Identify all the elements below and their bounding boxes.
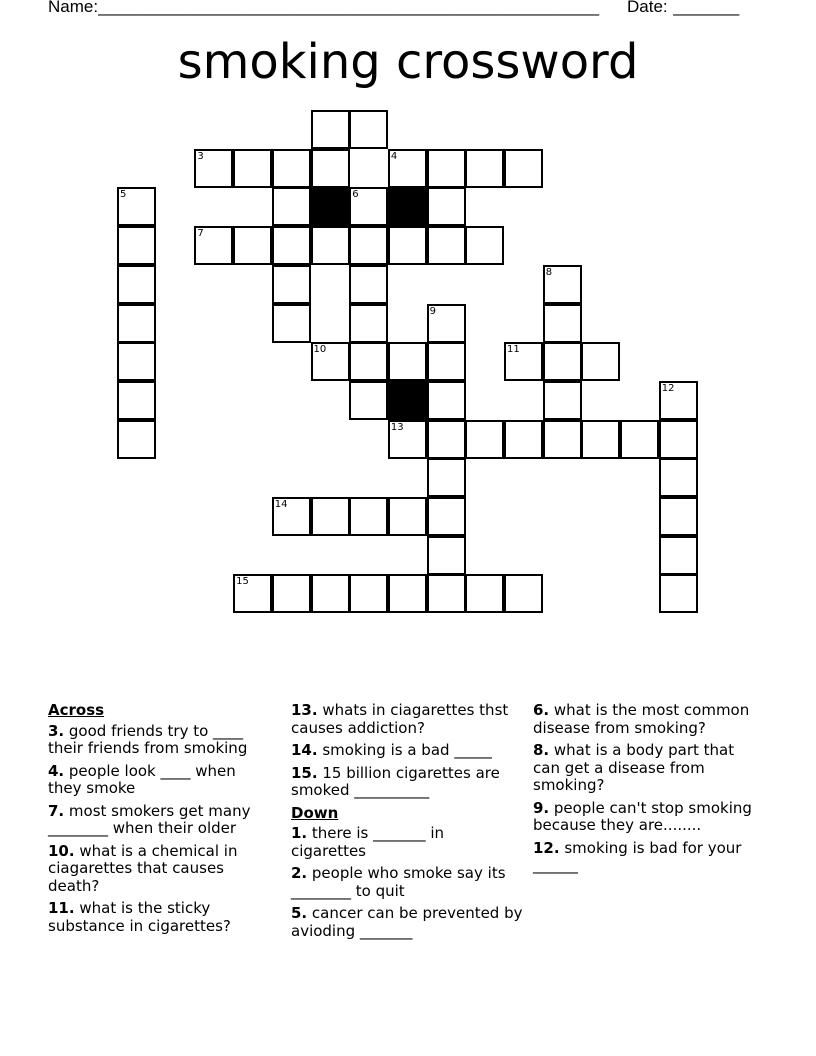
clue-item-number: 1. — [291, 824, 308, 842]
grid-cell[interactable] — [311, 497, 350, 536]
grid-cell[interactable] — [427, 458, 466, 497]
grid-cell[interactable] — [504, 342, 543, 381]
clue-item: 1. there is _______ in cigarettes — [291, 824, 445, 860]
clue-item: 4. people look ____ when they smoke — [48, 761, 236, 797]
clue-number-6: 6 — [352, 189, 359, 201]
grid-cell[interactable] — [659, 497, 698, 536]
grid-cell[interactable] — [349, 381, 388, 420]
clue-item-number: 11. — [48, 899, 75, 917]
grid-cell[interactable] — [543, 342, 582, 381]
grid-cell[interactable] — [427, 187, 466, 226]
date-label: Date: — [627, 0, 673, 16]
grid-cell[interactable] — [427, 381, 466, 420]
grid-cell[interactable] — [388, 149, 427, 188]
clue-column-1 — [48, 702, 270, 940]
clue-number-5: 5 — [120, 189, 127, 201]
clue-item: 7. most smokers get many ________ when their older — [48, 801, 251, 837]
grid-cell[interactable] — [117, 187, 156, 226]
clue-item-number: 12. — [533, 838, 560, 857]
grid-cell[interactable] — [233, 226, 272, 265]
grid-cell[interactable] — [194, 226, 233, 265]
clue-number-7: 7 — [197, 228, 204, 240]
clue-number-15: 15 — [236, 576, 249, 588]
grid-block — [311, 187, 350, 226]
name-blank[interactable]: _____________________________________________________ — [98, 0, 600, 16]
grid-block — [388, 381, 427, 420]
grid-cell[interactable] — [620, 420, 659, 459]
grid-cell[interactable] — [272, 226, 311, 265]
grid-cell[interactable] — [465, 226, 504, 265]
grid-cell[interactable] — [388, 497, 427, 536]
clue-number-14: 14 — [274, 499, 288, 510]
page-title: smoking crossword — [177, 34, 639, 90]
grid-cell[interactable] — [659, 420, 698, 459]
grid-cell[interactable] — [349, 226, 388, 265]
clue-item: 5. cancer can be prevented by avioding _______ — [291, 904, 523, 940]
grid-cell[interactable] — [543, 304, 582, 343]
date-blank[interactable]: _______ — [673, 0, 740, 16]
grid-cell[interactable] — [349, 187, 388, 226]
clue-item-number: 9. — [533, 798, 550, 817]
grid-cell[interactable] — [388, 420, 427, 459]
grid-cell[interactable] — [272, 265, 311, 304]
grid-cell[interactable] — [349, 110, 388, 149]
grid-cell[interactable] — [117, 420, 156, 459]
grid-cell[interactable] — [272, 149, 311, 188]
grid-cell[interactable] — [117, 265, 156, 304]
grid-cell[interactable] — [504, 149, 543, 188]
grid-cell[interactable] — [465, 149, 504, 188]
clue-column-2 — [291, 702, 523, 945]
grid-cell[interactable] — [272, 187, 311, 226]
grid-cell[interactable] — [388, 226, 427, 265]
clue-item-number: 2. — [291, 864, 308, 882]
grid-cell[interactable] — [194, 149, 233, 188]
clue-item-number: 15. — [291, 763, 318, 782]
clue-item-number: 5. — [291, 904, 308, 922]
grid-cell[interactable] — [427, 342, 466, 381]
grid-cell[interactable] — [659, 574, 698, 613]
grid-cell[interactable] — [117, 342, 156, 381]
grid-cell[interactable] — [388, 342, 427, 381]
clue-item-number: 10. — [48, 841, 75, 860]
clue-item: 6. what is the most common disease from smoking? — [533, 701, 750, 737]
grid-cell[interactable] — [388, 574, 427, 613]
grid-cell[interactable] — [581, 420, 620, 459]
clue-item-number: 13. — [291, 701, 318, 719]
clue-column-3 — [533, 702, 765, 880]
grid-cell[interactable] — [233, 149, 272, 188]
grid-cell[interactable] — [543, 420, 582, 459]
clue-item-number: 4. — [48, 761, 65, 780]
clue-item: 10. what is a chemical in ciagarettes that causes death? — [48, 841, 238, 895]
grid-cell[interactable] — [427, 226, 466, 265]
clue-item-number: 7. — [48, 801, 65, 820]
name-label: Name: — [48, 0, 103, 16]
grid-cell[interactable] — [427, 304, 466, 343]
grid-cell[interactable] — [311, 149, 350, 188]
grid-cell[interactable] — [311, 226, 350, 265]
grid-cell[interactable] — [272, 574, 311, 613]
grid-cell[interactable] — [659, 536, 698, 575]
clue-item: 2. people who smoke say its ________ to quit — [291, 864, 506, 900]
grid-cell[interactable] — [311, 342, 350, 381]
grid-cell[interactable] — [349, 342, 388, 381]
clue-number-12: 12 — [661, 382, 675, 394]
grid-cell[interactable] — [427, 574, 466, 613]
clue-item: 8. what is a body part that can get a disease from smoking? — [533, 741, 735, 794]
clue-item: 14. smoking is a bad _____ — [291, 741, 492, 759]
grid-cell[interactable] — [349, 497, 388, 536]
grid-block — [388, 187, 427, 226]
grid-cell[interactable] — [272, 304, 311, 343]
clue-item-number: 14. — [291, 741, 318, 759]
down-heading: Down — [291, 803, 339, 822]
grid-cell[interactable] — [427, 497, 466, 536]
clue-number-8: 8 — [545, 266, 553, 278]
clue-item: 15. 15 billion cigarettes are smoked __________ — [291, 763, 500, 799]
grid-cell[interactable] — [272, 497, 311, 536]
clue-number-13: 13 — [390, 421, 404, 433]
grid-cell[interactable] — [465, 420, 504, 459]
grid-cell[interactable] — [349, 304, 388, 343]
grid-cell[interactable] — [465, 574, 504, 613]
across-heading: Across — [48, 701, 105, 719]
clue-item: 3. good friends try to ____ their friends from smoking — [48, 721, 248, 757]
grid-cell[interactable] — [504, 574, 543, 613]
grid-cell[interactable] — [659, 458, 698, 497]
clue-item-number: 8. — [533, 741, 550, 759]
clue-number-10: 10 — [313, 344, 327, 356]
grid-cell[interactable] — [117, 304, 156, 343]
clue-number-4: 4 — [390, 150, 398, 162]
clue-number-3: 3 — [197, 150, 204, 162]
grid-cell[interactable] — [349, 265, 388, 304]
clue-item: 13. whats in ciagarettes thst causes addiction? — [291, 701, 509, 737]
grid-cell[interactable] — [311, 110, 350, 149]
grid-cell[interactable] — [233, 574, 272, 613]
clue-item-number: 6. — [533, 701, 550, 719]
grid-cell[interactable] — [581, 342, 620, 381]
clue-item: 9. people can't stop smoking because they are........ — [533, 798, 752, 834]
grid-cell[interactable] — [504, 420, 543, 459]
clue-item: 11. what is the sticky substance in cigarettes? — [48, 899, 231, 935]
grid-cell[interactable] — [543, 265, 582, 304]
grid-cell[interactable] — [349, 574, 388, 613]
clue-number-9: 9 — [429, 305, 436, 317]
grid-cell[interactable] — [311, 574, 350, 613]
grid-cell[interactable] — [427, 420, 466, 459]
clue-item-number: 3. — [48, 721, 65, 740]
clue-number-11: 11 — [507, 344, 520, 356]
grid-cell[interactable] — [543, 381, 582, 420]
grid-cell[interactable] — [427, 149, 466, 188]
clue-item: 12. smoking is bad for your ______ — [533, 838, 742, 874]
grid-cell[interactable] — [427, 536, 466, 575]
grid-cell[interactable] — [117, 381, 156, 420]
grid-cell[interactable] — [659, 381, 698, 420]
grid-cell[interactable] — [117, 226, 156, 265]
